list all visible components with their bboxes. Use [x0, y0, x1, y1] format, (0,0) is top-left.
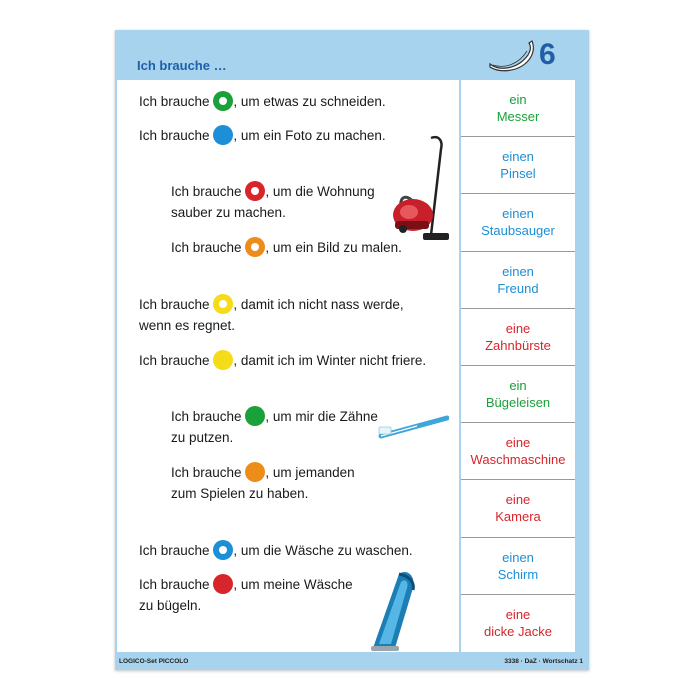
- yellow-dot-icon: [213, 350, 233, 370]
- sentence-text-continued: zu putzen.: [171, 430, 234, 446]
- blue-dot-icon: [213, 125, 233, 145]
- sentence-prefix: Ich brauche: [139, 353, 210, 368]
- red-dot-icon: [213, 574, 233, 594]
- sentence-text: , damit ich im Winter nicht friere.: [233, 353, 427, 368]
- answer-article: eine: [505, 492, 531, 508]
- answer-cell: [461, 366, 575, 423]
- answer-cell: [461, 194, 575, 251]
- sentence-text: , um die Wohnung: [265, 184, 375, 199]
- sentence-text: , um ein Bild zu malen.: [265, 240, 402, 255]
- answer-noun: Pinsel: [500, 166, 536, 182]
- sentence-text: , um die Wäsche zu waschen.: [233, 543, 413, 558]
- sentence-text-continued: wenn es regnet.: [139, 318, 236, 334]
- red-dot-icon: [245, 181, 265, 201]
- sentence-text: , um jemanden: [265, 465, 355, 480]
- sentence-item: [139, 574, 353, 616]
- sentence-item: [171, 406, 378, 448]
- answer-article: einen: [502, 549, 534, 565]
- sentence-item: [171, 462, 355, 504]
- sentence-text: , um ein Foto zu machen.: [233, 128, 386, 143]
- sentence-prefix: Ich brauche: [171, 465, 242, 480]
- sentence-prefix: Ich brauche: [139, 297, 210, 312]
- sentence-text: , um etwas zu schneiden.: [233, 94, 386, 109]
- answer-cell: [461, 137, 575, 194]
- answer-article: einen: [502, 206, 534, 222]
- answer-cell: [461, 480, 575, 537]
- green-dot-icon: [245, 406, 265, 426]
- answer-noun: Zahnbürste: [485, 337, 551, 353]
- sentence-prefix: Ich brauche: [139, 577, 210, 592]
- sentence-text-continued: zu bügeln.: [139, 598, 202, 614]
- sentence-item: [139, 294, 404, 336]
- sentence-text: , damit ich nicht nass werde,: [233, 297, 404, 312]
- exercise-card: [115, 30, 589, 670]
- sentence-prefix: Ich brauche: [171, 409, 242, 424]
- answer-cell: [461, 538, 575, 595]
- sentence-text: , um mir die Zähne: [265, 409, 378, 424]
- vacuum-cleaner-illustration: [387, 135, 455, 245]
- answer-noun: Kamera: [495, 509, 541, 525]
- answer-cell: [461, 423, 575, 480]
- sentence-item: [139, 350, 426, 371]
- answer-noun: Freund: [497, 280, 539, 296]
- answer-article: einen: [502, 149, 534, 165]
- footer-product: LOGICO-Set PICCOLO: [119, 658, 189, 665]
- answer-cell: [461, 595, 575, 652]
- banana-icon: [487, 40, 535, 74]
- answer-noun: Schirm: [497, 566, 539, 582]
- answer-article: ein: [509, 92, 527, 107]
- answer-article: eine: [505, 606, 531, 622]
- card-title: Ich brauche …: [137, 58, 227, 73]
- answer-article: eine: [505, 320, 531, 336]
- answer-article: ein: [509, 378, 527, 393]
- sentence-item: [139, 540, 413, 561]
- sentence-prefix: Ich brauche: [139, 543, 210, 558]
- sentence-prefix: Ich brauche: [171, 240, 242, 255]
- yellow-dot-icon: [213, 294, 233, 314]
- toothbrush-illustration: [377, 414, 449, 444]
- answer-noun: Bügeleisen: [485, 395, 551, 410]
- sentence-text-continued: zum Spielen zu haben.: [171, 486, 309, 502]
- sentence-item: [171, 237, 402, 258]
- sentence-item: [139, 91, 386, 112]
- orange-dot-icon: [245, 237, 265, 257]
- answer-cell: [461, 309, 575, 366]
- answer-article: einen: [502, 263, 534, 279]
- sentence-prefix: Ich brauche: [139, 128, 210, 143]
- sentence-text-continued: sauber zu machen.: [171, 205, 286, 221]
- sentence-prefix: Ich brauche: [171, 184, 242, 199]
- footer-code: 3338 · DaZ · Wortschatz 1: [504, 658, 583, 665]
- iron-illustration: [369, 568, 419, 652]
- answer-noun: dicke Jacke: [484, 623, 552, 639]
- sentence-item: [171, 181, 375, 223]
- answer-noun: Staubsauger: [481, 223, 555, 239]
- orange-dot-icon: [245, 462, 265, 482]
- green-dot-icon: [213, 91, 233, 111]
- answer-cell: [461, 252, 575, 309]
- card-number: 6: [539, 38, 556, 71]
- answer-column: [461, 80, 575, 652]
- answer-noun: Messer: [496, 109, 540, 124]
- answer-article: eine: [505, 435, 531, 451]
- sentence-text: , um meine Wäsche: [233, 577, 353, 592]
- sentence-prefix: Ich brauche: [139, 94, 210, 109]
- answer-cell: [461, 80, 575, 137]
- blue-dot-icon: [213, 540, 233, 560]
- sentence-item: [139, 125, 386, 146]
- answer-noun: Waschmaschine: [470, 452, 566, 468]
